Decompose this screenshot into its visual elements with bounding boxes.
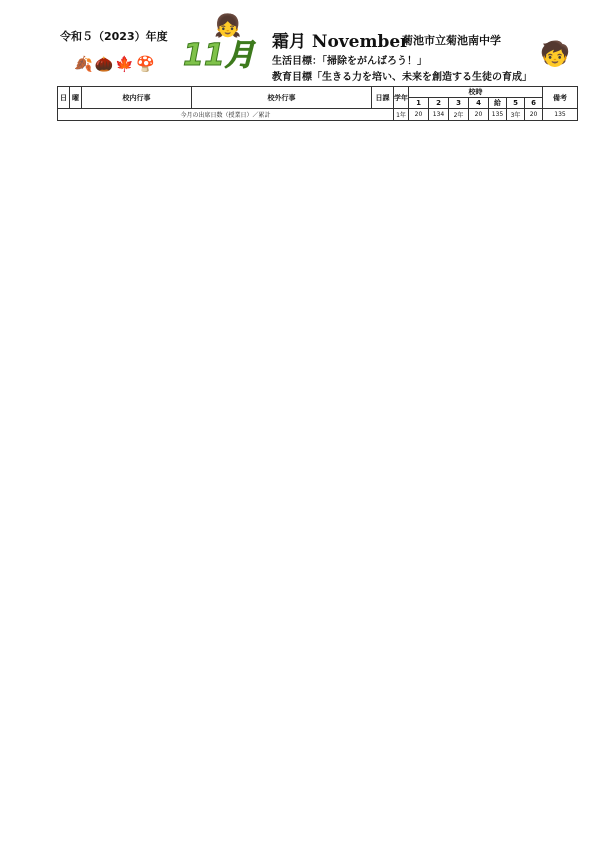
life-goal: 生活目標：「掃除をがんばろう！」	[272, 56, 427, 67]
col-p5: 5	[507, 98, 525, 109]
footer-g1-total: 134	[429, 109, 449, 121]
col-p2: 2	[429, 98, 449, 109]
footer-g2-value: 20	[469, 109, 489, 121]
col-outside-events: 校外行事	[192, 87, 372, 109]
school-name: 菊池市立菊池南中学	[402, 34, 501, 47]
girl-illustration-icon: 👧	[214, 14, 242, 39]
attendance-label: 今月の出席日数（授業日）／累計	[58, 109, 394, 121]
col-day: 日	[58, 87, 70, 109]
autumn-leaves-icon: 🍂🌰🍁🍄	[74, 55, 157, 73]
col-periods: 校時	[409, 87, 543, 98]
footer-g1-value: 20	[409, 109, 429, 121]
monthly-schedule-table	[57, 86, 578, 121]
kids-illustration-icon: 🧒	[540, 40, 570, 68]
col-p1: 1	[409, 98, 429, 109]
col-dow: 曜	[70, 87, 82, 109]
footer-g3: 3年	[507, 109, 525, 121]
footer-g3-value: 20	[525, 109, 543, 121]
col-p6: 6	[525, 98, 543, 109]
footer-g2-total: 135	[489, 109, 507, 121]
col-lunch: 給	[489, 98, 507, 109]
education-goal: 教育目標「生きる力を培い、未来を創造する生徒の育成」	[272, 72, 532, 83]
page-header	[0, 0, 600, 86]
col-p4: 4	[469, 98, 489, 109]
col-grade: 学年	[394, 87, 409, 109]
footer-g2: 2年	[449, 109, 469, 121]
month-number: 11月	[183, 38, 255, 73]
fiscal-year: 令和５（2023）年度	[60, 30, 168, 43]
col-schedule: 日課	[372, 87, 394, 109]
col-remarks: 備考	[543, 87, 578, 109]
col-school-events: 校内行事	[82, 87, 192, 109]
col-p3: 3	[449, 98, 469, 109]
footer-g3-total: 135	[543, 109, 578, 121]
month-name: 霜月 November	[272, 32, 410, 52]
footer-g1: 1年	[394, 109, 409, 121]
